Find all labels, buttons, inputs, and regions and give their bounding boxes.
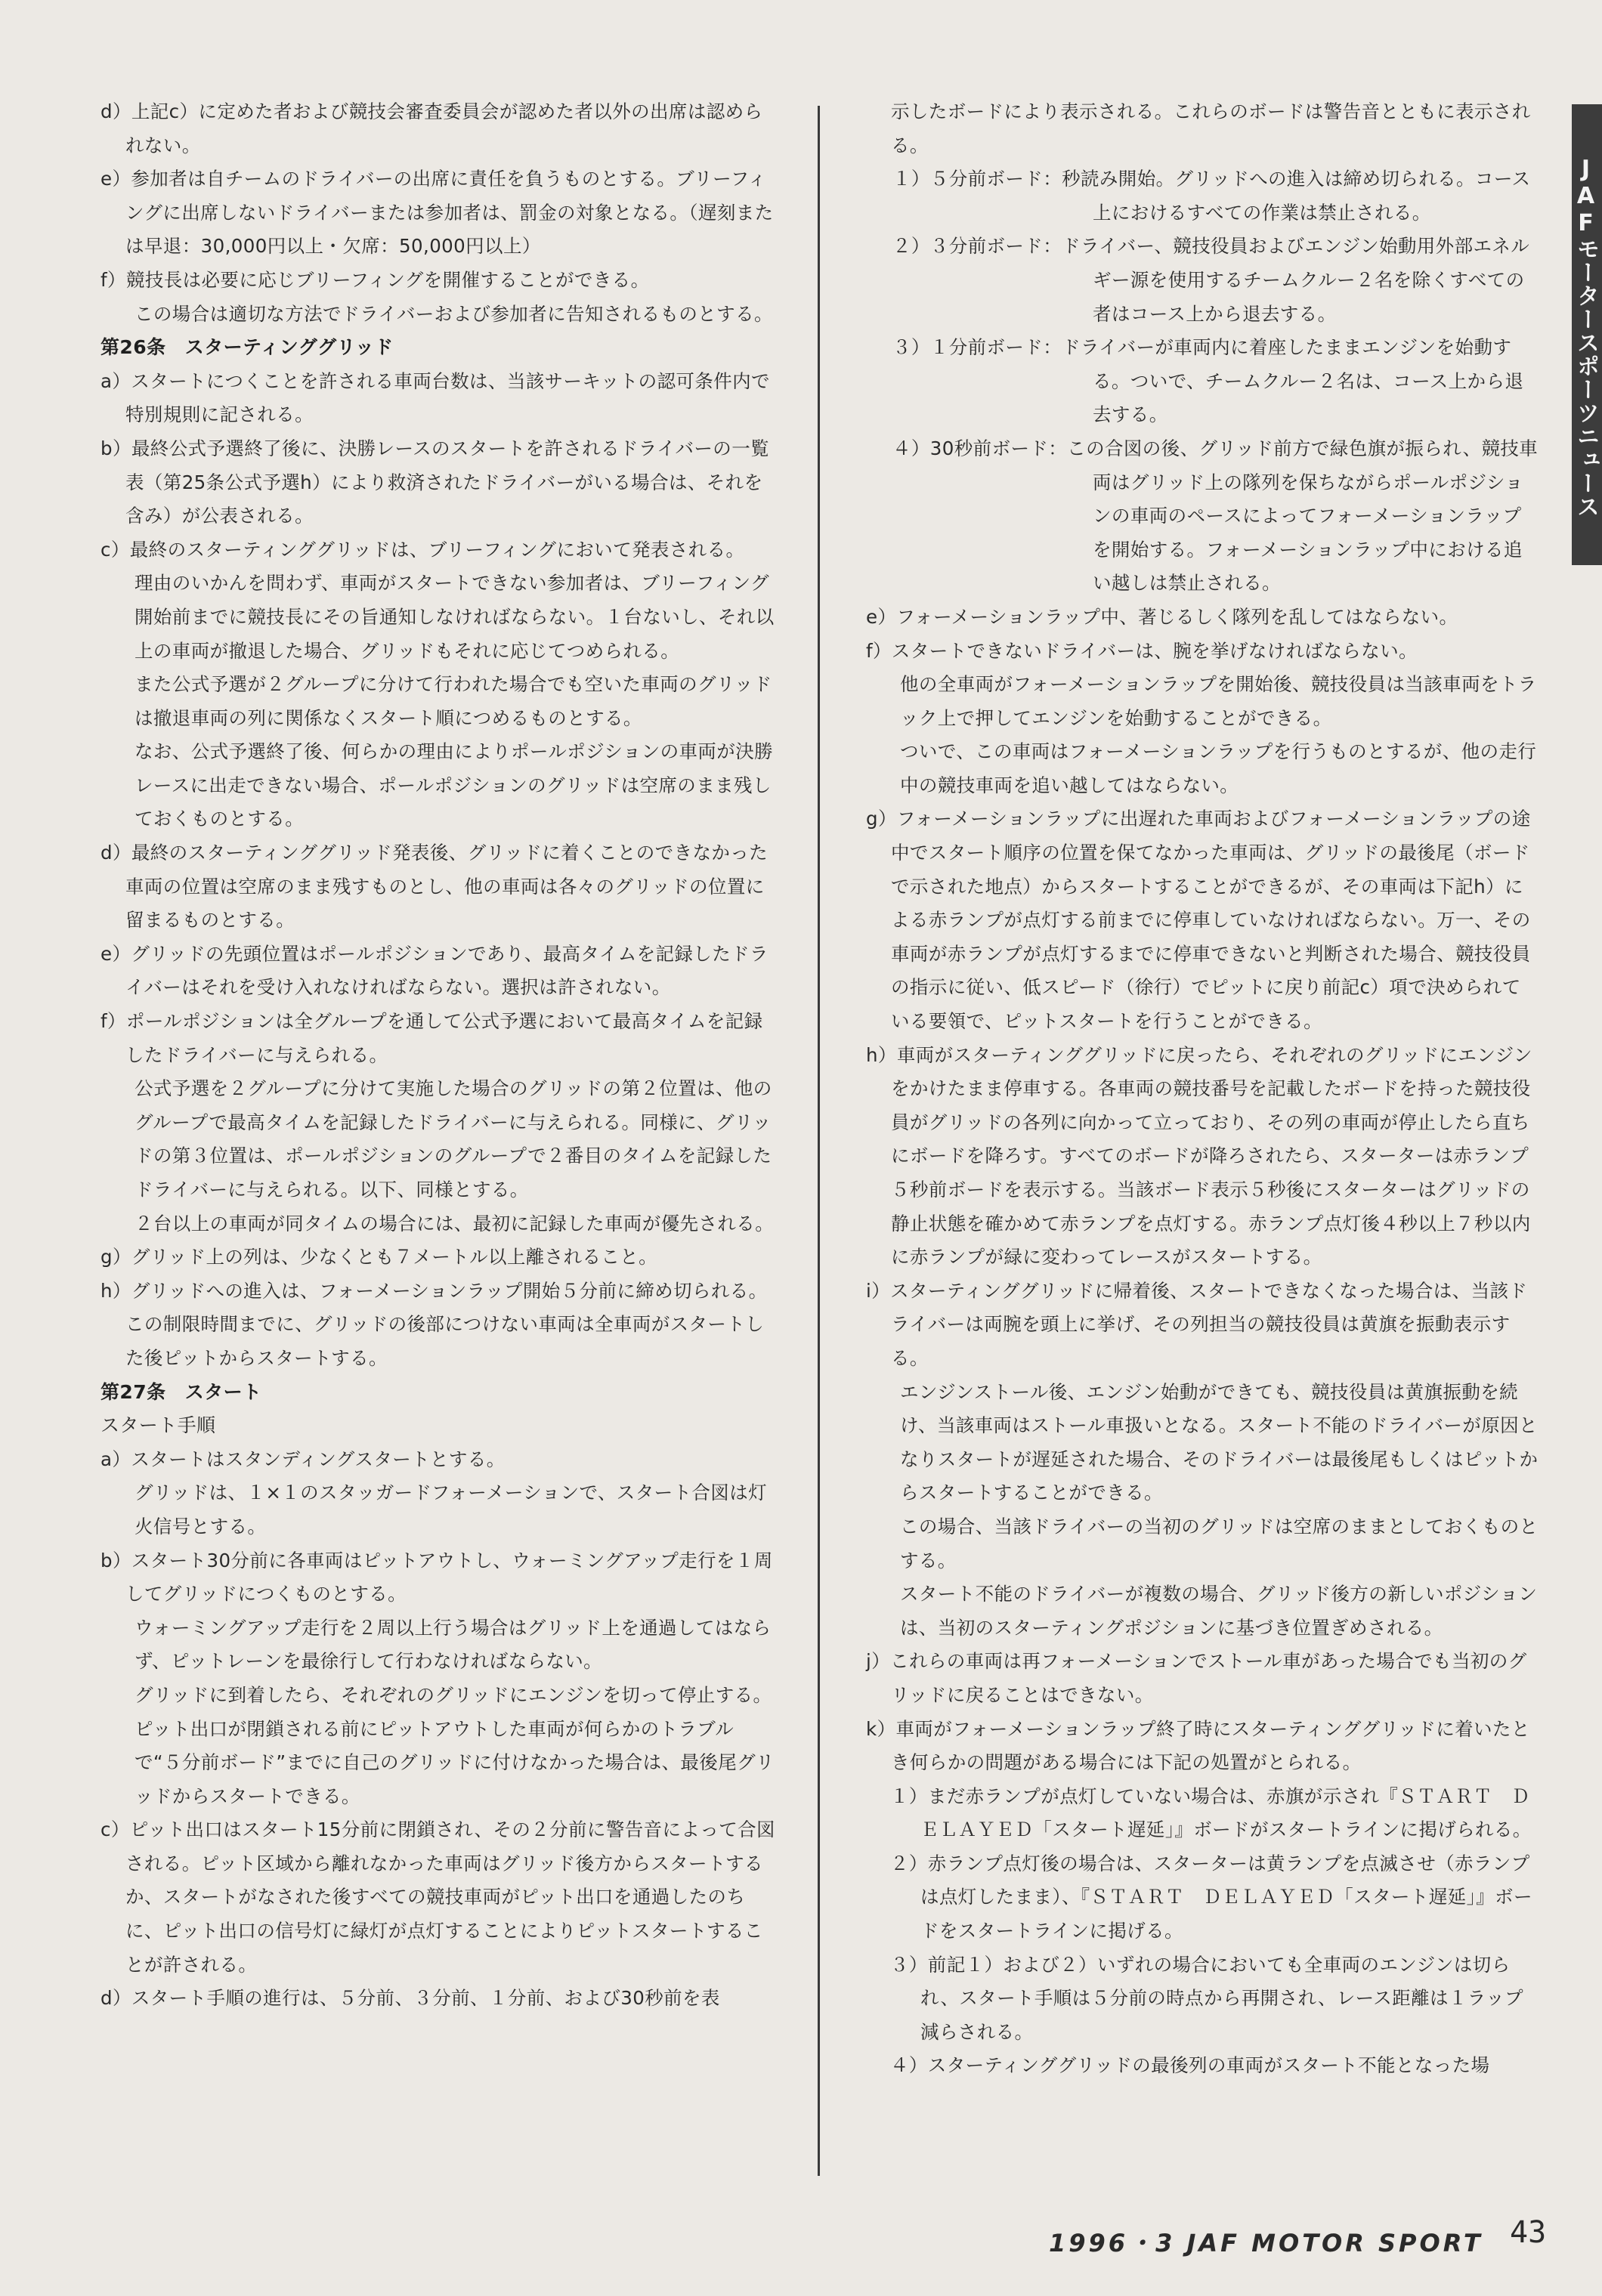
paragraph: h）車両がスターティンググリッドに戻ったら、それぞれのグリッドにエンジンをかけたまま停車する。各車両の競技番号を記載したボードを持った競技役員がグリッドの各列に向かって立っており、その列の車両が停止したら直ちにボードを降ろす。すべてのボードが降ろされたら、スターターは赤ランプ５秒前ボードを表示する。当該ボード表示５秒後にスターターはグリッドの静止状態を確かめて赤ランプを点灯する。赤ランプ点灯後４秒以上７秒以内に赤ランプが緑に変わってレースがスタートする。	[866, 1043, 1532, 1269]
paragraph: c）最終のスターティンググリッドは、ブリーフィングにおいて発表される。	[101, 538, 745, 561]
paragraph: f）ポールポジションは全グループを通して公式予選において最高タイムを記録したドライバーに与えられる。	[101, 1010, 763, 1066]
paragraph: ピット出口が閉鎖される前にピットアウトした車両が何らかのトラブルで“５分前ボード”までに自己のグリッドに付けなかった場合は、最後尾グリッドからスタートできる。	[135, 1717, 775, 1807]
paragraph: g）グリッド上の列は、少なくとも７メートル以上離されること。	[101, 1246, 658, 1269]
paragraph: d）スタート手順の進行は、５分前、３分前、１分前、および30秒前を表	[101, 1987, 720, 2010]
paragraph: h）グリッドへの進入は、フォーメーションラップ開始５分前に締め切られる。この制限時間までに、グリッドの後部につけない車両は全車両がスタートした後ピットからスタートする。	[101, 1279, 768, 1369]
paragraph: ２台以上の車両が同タイムの場合には、最初に記録した車両が優先される。	[135, 1212, 775, 1235]
paragraph: スタート不能のドライバーが複数の場合、グリッド後方の新しいポジションは、当初のスターティングポジションに基づき位置ぎめされる。	[900, 1583, 1538, 1639]
paragraph: a）スタートはスタンディングスタートとする。	[101, 1448, 506, 1470]
paragraph: ２）３分前ボード：ドライバー、競技役員およびエンジン始動用外部エネルギー源を使用するチームクルー２名を除くすべての者はコース上から退去する。	[892, 235, 1530, 325]
paragraph: なお、公式予選終了後、何らかの理由によりポールポジションの車両が決勝レースに出走できない場合、ポールポジションのグリッドは空席のまま残しておくものとする。	[135, 740, 774, 830]
paragraph: ４）スターティンググリッドの最後列の車両がスタート不能となった場	[890, 2054, 1490, 2077]
paragraph: １）５分前ボード：秒読み開始。グリッドへの進入は締め切られる。コース上におけるすべての作業は禁止される。	[892, 168, 1531, 224]
paragraph: g）フォーメーションラップに出遅れた車両およびフォーメーションラップの途中でスタート順序の位置を保てなかった車両は、グリッドの最後尾（ボードで示された地点）からスタートすることができるが、その車両は下記h）による赤ランプが点灯する前までに停車していなければならない。万一、その車両が赤ランプが点灯するまでに停車できないと判断された場合、競技役員の指示に従い、低スピード（徐行）でピットに戻り前記c）項で決められている要領で、ピットスタートを行うことができる。	[866, 808, 1531, 1033]
article-heading: 第26条 スターティンググリッド	[101, 336, 394, 359]
paragraph: e）フォーメーションラップ中、著じるしく隊列を乱してはならない。	[866, 605, 1458, 628]
paragraph: グリッドに到着したら、それぞれのグリッドにエンジンを切って停止する。	[135, 1683, 772, 1706]
paragraph: f）スタートできないドライバーは、腕を挙げなければならない。	[866, 639, 1418, 662]
paragraph: ついで、この車両はフォーメーションラップを行うものとするが、他の走行中の競技車両を追い越してはならない。	[900, 740, 1537, 796]
paragraph: エンジンストール後、エンジン始動ができても、競技役員は黄旗振動を続け、当該車両はストール車扱いとなる。スタート不能のドライバーが原因となりスタートが遅延された場合、そのドライバーは最後尾もしくはピットからスタートすることができる。	[900, 1380, 1539, 1504]
page-number: 43	[1510, 2215, 1547, 2250]
article-heading: 第27条 スタート	[101, 1380, 262, 1403]
paragraph: j）これらの車両は再フォーメーションでストール車があった場合でも当初のグリッドに戻ることはできない。	[866, 1650, 1527, 1706]
paragraph: ウォーミングアップ走行を２周以上行う場合はグリッド上を通過してはならず、ピットレーンを最徐行して行わなければならない。	[135, 1616, 772, 1673]
paragraph: ３）１分前ボード：ドライバーが車両内に着座したままエンジンを始動する。ついで、チームクルー２名は、コース上から退去する。	[892, 336, 1524, 426]
paragraph: この場合、当該ドライバーの当初のグリッドは空席のままとしておくものとする。	[900, 1515, 1539, 1571]
paragraph: f）競技長は必要に応じブリーフィングを開催することができる。	[101, 268, 650, 291]
paragraph: e）グリッドの先頭位置はポールポジションであり、最高タイムを記録したドライバーはそれを受け入れなければならない。選択は許されない。	[101, 942, 769, 999]
paragraph: a）スタートにつくことを許される車両台数は、当該サーキットの認可条件内で特別規則に記される。	[101, 369, 770, 426]
paragraph: 他の全車両がフォーメーションラップを開始後、競技役員は当該車両をトラック上で押してエンジンを始動することができる。	[900, 673, 1537, 729]
section-subheading: スタート手順	[101, 1414, 216, 1437]
paragraph: 公式予選を２グループに分けて実施した場合のグリッドの第２位置は、他のグループで最高タイムを記録したドライバーに与えられる。同様に、グリッドの第３位置は、ポールポジションのグループで２番目のタイムを記録したドライバーに与えられる。以下、同様とする。	[135, 1077, 772, 1201]
paragraph: 示したボードにより表示される。これらのボードは警告音とともに表示される。	[891, 100, 1531, 156]
paragraph: d）最終のスターティンググリッド発表後、グリッドに着くことのできなかった車両の位置は空席のまま残すものとし、他の車両は各々のグリッドの位置に留まるものとする。	[101, 842, 769, 932]
paragraph: ２）赤ランプ点灯後の場合は、スターターは黄ランプを点滅させ（赤ランプは点灯したまま）、『ＳＴＡＲＴ ＤＥＬＡＹＥＤ「スタート遅延」』ボードをスタートラインに掲げる。	[890, 1852, 1532, 1942]
paragraph: d）上記c）に定めた者および競技会審査委員会が認めた者以外の出席は認められない。	[101, 100, 763, 156]
paragraph: この場合は適切な方法でドライバーおよび参加者に告知されるものとする。	[135, 302, 773, 325]
paragraph: k）車両がフォーメーションラップ終了時にスターティンググリッドに着いたとき何らかの問題がある場合には下記の処置がとられる。	[866, 1717, 1530, 1774]
paragraph: 理由のいかんを問わず、車両がスタートできない参加者は、ブリーフィング開始前までに競技長にその旨通知しなければならない。１台ないし、それ以上の車両が撤退した場合、グリッドもそれに応じてつめられる。	[135, 572, 775, 662]
column-divider	[818, 106, 820, 2176]
left-column	[101, 95, 776, 2016]
paragraph: b）最終公式予選終了後に、決勝レースのスタートを許されるドライバーの一覧表（第25条公式予選h）により救済されたドライバーがいる場合は、それを含み）が公表される。	[101, 437, 769, 527]
page-footer: 1996・3 JAF MOTOR SPORT	[1049, 2229, 1483, 2257]
paragraph: ４）30秒前ボード：この合図の後、グリッド前方で緑色旗が振られ、競技車両はグリッド上の隊列を保ちながらポールポジションの車両のペースによってフォーメーションラップを開始する。フォーメーションラップ中における追い越しは禁止される。	[892, 437, 1539, 595]
paragraph: また公式予選が２グループに分けて行われた場合でも空いた車両のグリッドは撤退車両の列に関係なくスタート順につめるものとする。	[135, 673, 772, 729]
paragraph: １）まだ赤ランプが点灯していない場合は、赤旗が示され『ＳＴＡＲＴ ＤＥＬＡＹＥＤ「スタート遅延」』ボードがスタートラインに掲げられる。	[890, 1785, 1532, 1841]
section-tab: JAFモータースポーツニュース	[1572, 104, 1602, 565]
paragraph: i）スターティンググリッドに帰着後、スタートできなくなった場合は、当該ドライバーは両腕を頭上に挙げ、その列担当の競技役員は黄旗を振動表示する。	[866, 1279, 1528, 1369]
paragraph: b）スタート30分前に各車両はピットアウトし、ウォーミングアップ走行を１周してグリッドにつくものとする。	[101, 1549, 773, 1605]
right-column	[866, 95, 1539, 2083]
paragraph: c）ピット出口はスタート15分前に閉鎖され、その２分前に警告音によって合図される。ピット区域から離れなかった車両はグリッド後方からスタートするか、スタートがなされた後すべての競技車両がピット出口を通過したのちに、ピット出口の信号灯に緑灯が点灯することによりピットスタートすることが許される。	[101, 1819, 775, 1976]
paragraph: e）参加者は自チームのドライバーの出席に責任を負うものとする。ブリーフィングに出席しないドライバーまたは参加者は、罰金の対象となる。（遅刻または早退：30,000円以上・欠席：50,000円以上）	[101, 168, 774, 258]
paragraph: グリッドは、１×１のスタッガードフォーメーションで、スタート合図は灯火信号とする。	[135, 1482, 767, 1537]
paragraph: ３）前記１）および２）いずれの場合においても全車両のエンジンは切られ、スタート手順は５分前の時点から再開され、レース距離は１ラップ減らされる。	[890, 1953, 1524, 2043]
